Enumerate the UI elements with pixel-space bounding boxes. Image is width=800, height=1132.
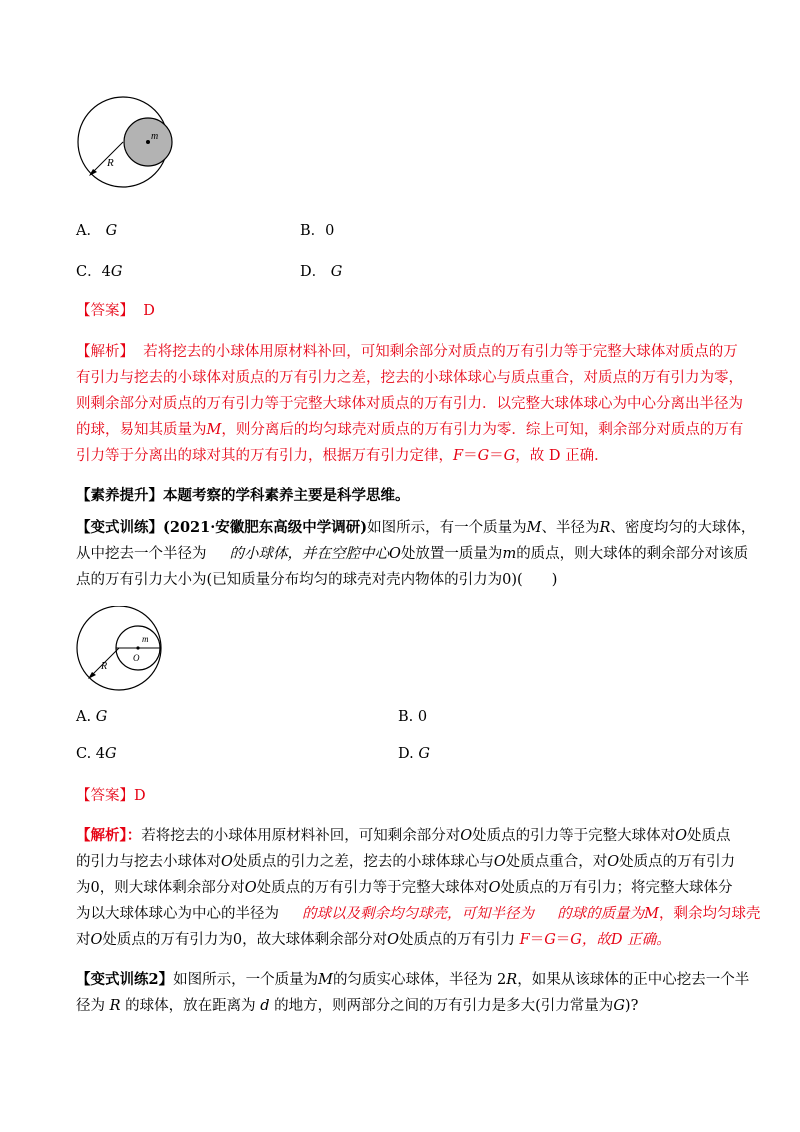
analysis-1-eq-2: ＝	[489, 448, 504, 464]
label-m: m	[151, 131, 159, 142]
analysis-1-text-4a: 的球，易知其质量为	[76, 422, 207, 438]
q2-text-1b: 、半径为	[541, 520, 600, 536]
label-O: O	[133, 653, 140, 663]
analysis-2-var-O: O	[460, 828, 473, 844]
analysis-2-text-4c: 的球的质量为	[557, 906, 645, 922]
option-d-value: G	[330, 264, 343, 280]
analysis-1-text-5a: 引力等于分离出的球对其的万有引力，根据万有引力定律，	[76, 448, 453, 464]
analysis-1-label: 【解析】	[76, 344, 134, 360]
analysis-2-text-2d: 处质点的万有引力	[619, 854, 736, 870]
answer-2-label: 【答案】	[76, 788, 134, 804]
q2-option-c-value: G	[105, 746, 117, 762]
analysis-2-text-2c: 处质点重合，对	[505, 854, 608, 870]
analysis-2-var-O: O	[221, 854, 233, 870]
q2-option-d-key: D.	[398, 746, 414, 762]
q2-var-m: m	[502, 546, 517, 562]
option-a[interactable]	[76, 221, 117, 241]
analysis-2-text-4d: ，剩余均匀球壳	[658, 906, 761, 922]
figure-sphere-with-cavity-2	[74, 606, 184, 696]
answer-2-value: D	[134, 788, 146, 804]
q3-var-G: G	[613, 998, 625, 1014]
analysis-2-text-2a: 的引力与挖去小球体对	[76, 854, 221, 870]
analysis-2-text-4a: 为以大球体球心为中心的半径为	[76, 906, 279, 922]
analysis-2-eq-1: ＝	[529, 932, 545, 948]
analysis-2-text-5c: 处质点的万有引力	[399, 932, 516, 948]
q2-text-1c: 、密度均匀的大球体，	[610, 520, 756, 536]
q2-option-d-value: G	[418, 746, 430, 762]
analysis-2-text-4b: 的球以及剩余均匀球壳，可知半径为	[302, 906, 535, 922]
analysis-1-text-4b: ，则分离后的均匀球壳对质点的万有引力为零．综上可知，剩余部分对质点的万有	[221, 422, 744, 438]
q3-text-1b: 的匀质实心球体，半径为 2	[332, 972, 507, 988]
q2-option-a-value: G	[95, 709, 108, 725]
analysis-2-var-G2: G	[570, 932, 582, 948]
analysis-2-line-2	[76, 852, 735, 872]
q2-text-2c: 处放置一质量为	[400, 546, 503, 562]
q2-option-a[interactable]	[76, 707, 107, 727]
analysis-1-eq-1: ＝	[463, 448, 478, 464]
analysis-2-var-O: O	[244, 880, 257, 896]
q2-title: 【变式训练】	[76, 519, 163, 536]
q3-line-2	[76, 996, 638, 1016]
option-a-key: A．	[76, 223, 101, 239]
analysis-2-text-1b: 处质点的引力等于完整大球体对	[472, 828, 676, 844]
label-R: R	[101, 661, 108, 672]
option-c[interactable]	[76, 262, 122, 282]
analysis-2-var-G1: G	[544, 932, 556, 948]
q2-var-R: R	[599, 520, 611, 536]
literacy-label: 【素养提升】	[76, 487, 163, 504]
analysis-2-text-5b: 处质点的万有引力为0，故大球体剩余部分对	[102, 932, 388, 948]
analysis-2-line-3	[76, 878, 733, 898]
analysis-2-var-O: O	[488, 880, 501, 896]
analysis-2-text-1c: 处质点	[687, 828, 731, 844]
q2-text-2b: 的小球体，并在空腔中心	[229, 546, 390, 562]
option-d-key: D．	[300, 264, 327, 280]
analysis-2-text-3a: 为0，则大球体剩余部分对	[76, 880, 245, 896]
analysis-2-var-O: O	[493, 854, 506, 870]
q3-text-2c: 的地方，则两部分之间的万有引力是多大(引力常量为	[274, 998, 614, 1014]
mass-point	[136, 646, 139, 649]
q3-text-2b: 的球体，放在距离为	[125, 998, 256, 1014]
q2-text-2d: 的质点，则大球体的剩余部分对该质	[516, 546, 749, 562]
analysis-2-text-5a: 对	[76, 932, 91, 948]
analysis-1-line-1	[76, 342, 738, 362]
analysis-2-text-2b: 处质点的引力之差，挖去的小球体球心与	[232, 854, 494, 870]
q3-var-M: M	[318, 972, 333, 988]
option-a-value: G	[105, 223, 118, 239]
q2-option-c-key: C. 4	[76, 746, 106, 762]
analysis-2-var-M: M	[644, 906, 659, 922]
analysis-1-var-F: F	[453, 448, 464, 464]
option-c-value: G	[110, 264, 123, 280]
answer-1	[76, 301, 155, 321]
q2-option-d[interactable]	[398, 744, 430, 764]
literacy-note	[76, 486, 410, 506]
q2-option-b-key: B. 0	[398, 709, 428, 725]
q3-text-1c: ，如果从该球体的正中心挖去一个半	[517, 972, 750, 988]
label-R: R	[107, 157, 114, 169]
label-m: m	[142, 634, 149, 644]
analysis-2-text-3b: 处质点的万有引力等于完整大球体对	[256, 880, 489, 896]
q3-var-R: R	[109, 998, 121, 1014]
literacy-text: 本题考察的学科素养主要是科学思维。	[163, 487, 410, 504]
q2-source: (2021·安徽肥东高级中学调研)	[163, 519, 368, 536]
analysis-1-var-M: M	[206, 422, 222, 438]
q2-option-a-key: A.	[76, 709, 92, 725]
q2-line-2	[76, 544, 748, 564]
answer-1-value: D	[143, 303, 155, 319]
option-b-key: B．	[300, 223, 326, 239]
analysis-2-var-F: F	[519, 932, 530, 948]
q2-option-b[interactable]	[398, 707, 427, 727]
q3-line-1	[76, 970, 749, 990]
q3-var-d: d	[260, 998, 270, 1014]
analysis-2-label: 【解析】：	[76, 827, 142, 844]
analysis-1-line-2	[76, 368, 743, 388]
q2-line-3	[76, 570, 557, 590]
analysis-2-line-5	[76, 930, 671, 950]
analysis-1-var-G2: G	[503, 448, 516, 464]
option-d[interactable]	[300, 262, 342, 282]
analysis-1-var-G1: G	[477, 448, 490, 464]
analysis-1-line-4	[76, 420, 743, 440]
q3-var-R: R	[506, 972, 518, 988]
q2-text-1a: 如图所示，有一个质量为	[367, 520, 527, 536]
q2-var-O: O	[389, 546, 401, 562]
answer-1-label: 【答案】	[76, 303, 134, 319]
analysis-2-var-O: O	[90, 932, 103, 948]
analysis-1-line-5	[76, 446, 609, 466]
analysis-2-eq-2: ＝	[555, 932, 571, 948]
q3-text-2e: )?	[624, 998, 639, 1014]
option-b[interactable]	[300, 221, 334, 241]
q2-var-M: M	[526, 520, 542, 536]
analysis-2-line-1	[76, 826, 731, 846]
analysis-2-var-O: O	[607, 854, 620, 870]
option-b-value: 0	[325, 223, 335, 239]
analysis-1-text-1: 若将挖去的小球体用原材料补回，可知剩余部分对质点的万有引力等于完整大球体对质点的万	[143, 344, 738, 360]
analysis-1-line-3	[76, 394, 743, 414]
analysis-2-text-3c: 处质点的万有引力；将完整大球体分	[500, 880, 733, 896]
figure-sphere-with-cavity-1	[74, 96, 194, 191]
q2-text-3: 点的万有引力大小为(已知质量分布均匀的球壳对壳内物体的引力为0)( )	[76, 572, 558, 588]
q2-option-c[interactable]	[76, 744, 117, 764]
mass-point	[146, 140, 150, 144]
analysis-2-text-1a: 若将挖去的小球体用原材料补回，可知剩余部分对	[141, 828, 461, 844]
option-c-key: C．4	[76, 264, 111, 280]
analysis-2-var-O: O	[387, 932, 400, 948]
q2-line-1	[76, 518, 755, 538]
q3-title: 【变式训练2】	[76, 971, 174, 988]
analysis-2-text-5d: ，故D 正确。	[581, 932, 671, 948]
analysis-2-var-O: O	[675, 828, 688, 844]
q3-text-1a: 如图所示，一个质量为	[173, 972, 319, 988]
analysis-1-text-2: 有引力与挖去的小球体对质点的万有引力之差，挖去的小球体球心与质点重合，对质点的万有引力为零，	[76, 370, 743, 386]
arrow-head	[88, 672, 96, 679]
q3-text-2a: 径为	[76, 998, 105, 1014]
analysis-2-line-4	[76, 904, 760, 924]
analysis-1-text-5b: ，故 D 正确．	[515, 448, 609, 464]
analysis-1-text-3: 则剩余部分对质点的万有引力等于完整大球体对质点的万有引力．以完整大球体球心为中心分离出半径为	[76, 396, 743, 412]
answer-2	[76, 786, 146, 806]
q2-text-2a: 从中挖去一个半径为	[76, 546, 207, 562]
